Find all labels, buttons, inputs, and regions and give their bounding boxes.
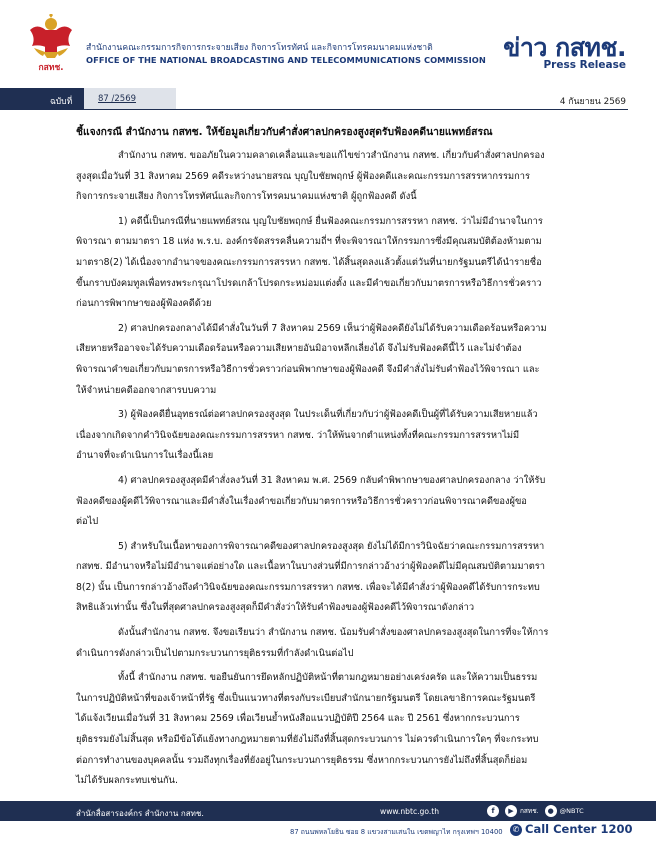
paragraph-line: ดำเนินการดังกล่าวเป็นไปตามกระบวนการยุติธรรมที่กำลังดำเนินต่อไป: [76, 647, 354, 659]
issue-date: 4 กันยายน 2569: [559, 97, 626, 107]
footer-office: สำนักสื่อสารองค์กร สำนักงาน กสทช.: [76, 809, 204, 818]
article-paragraph: [76, 471, 582, 533]
phone-icon: ✆: [510, 824, 522, 836]
logo-text: กสทช.: [38, 63, 64, 73]
paragraph-line: พิจารณาคำขอเกี่ยวกับมาตรการหรือวิธีการชั่วคราวก่อนพิพากษาของผู้ฟ้องคดี จึงมีคำสั่งไม่รับคำฟ้องไว้พิจารณา และ: [76, 363, 540, 375]
paragraph-line: กิจการกระจายเสียง กิจการโทรทัศน์และกิจการโทรคมนาคมแห่งชาติ ผู้ถูกฟ้องคดี ดังนี้: [76, 191, 417, 203]
article-paragraphs: [76, 146, 582, 792]
facebook-icon[interactable]: f: [487, 805, 499, 817]
article-paragraph: [76, 212, 582, 315]
paragraph-line: ต่อไป: [76, 516, 99, 528]
paragraph-line: ขึ้นกราบบังคมทูลเพื่อทรงพระกรุณาโปรดเกล้าโปรดกระหม่อมแต่งตั้ง และมีคำขอเกี่ยวกับมาตรการหรือวิธีการชั่วคราว: [76, 277, 542, 289]
article-paragraph: [76, 623, 582, 664]
org-name-english: OFFICE OF THE NATIONAL BROADCASTING AND TELECOMMUNICATIONS COMMISSION: [86, 55, 486, 65]
paragraph-line: ฟ้องคดีของผู้คดีไว้พิจารณาและมีคำสั่งในเรื่องคำขอเกี่ยวกับมาตรการหรือวิธีการชั่วคราวก่อนพิจารณาคดีของผู้ขอ: [76, 495, 527, 507]
footer-address: 87 ถนนพหลโยธิน ซอย 8 แขวงสามเสนใน เขตพญาไท กรุงเทพฯ 10400: [290, 828, 503, 836]
article-paragraph: [76, 668, 582, 792]
article-paragraph: [76, 537, 582, 619]
paragraph-line: ไม่ได้รับผลกระทบเช่นกัน.: [76, 775, 178, 787]
paragraph-line: กสทช. มีอำนาจหรือไม่มีอำนาจแต่อย่างใด และเนื้อหาในบางส่วนที่มีการกล่าวอ้างว่าผู้ฟ้องคดีไม่มีคุณสมบัติตามมาตรา: [76, 561, 545, 573]
paragraph-line: ดังนั้นสำนักงาน กสทช. จึงขอเรียนว่า สำนักงาน กสทช. น้อมรับคำสั่งของศาลปกครองสูงสุดในการที่จะให้การ: [118, 627, 549, 639]
news-title: ข่าว กสทช.: [503, 33, 626, 62]
paragraph-line: อำนาจที่จะดำเนินการในเรื่องนี้เลย: [76, 450, 214, 462]
press-release-label: Press Release: [543, 59, 626, 71]
social-icons: [487, 805, 584, 817]
youtube-icon[interactable]: ▶: [505, 805, 517, 817]
paragraph-line: 2) ศาลปกครองกลางได้มีคำสั่งในวันที่ 7 สิงหาคม 2569 เห็นว่าผู้ฟ้องคดียังไม่ได้รับความเดือดร้อนหรือความ: [118, 322, 547, 334]
paragraph-line: พิจารณา ตามมาตรา 18 แห่ง พ.ร.บ. องค์กรจัดสรรคลื่นความถี่ฯ ที่จะพิจารณาให้กรรมการซึ่งมีคุณสมบัติต้องห้ามตาม: [76, 236, 542, 248]
issue-number: 87 /2569: [98, 94, 137, 104]
line-icon[interactable]: ●: [545, 805, 557, 817]
paragraph-line: เนื่องจากเกิดจากคำวินิจฉัยของคณะกรรมการสรรหา กสทช. ว่าให้พ้นจากตำแหน่งทั้งที่คณะกรรมการสรรหาไม่มี: [76, 429, 520, 441]
paragraph-line: สิทธิแล้วเท่านั้น ซึ่งในที่สุดศาลปกครองสูงสุดก็มีคำสั่งว่าให้รับคำฟ้องของผู้ฟ้องคดีไว้พิจารณาดังกล่าว: [76, 602, 475, 614]
paragraph-line: ยุติธรรมยังไม่สิ้นสุด หรือมีข้อโต้แย้งทางกฎหมายตามที่ยังไม่ถึงที่สิ้นสุดกระบวนการ ไม่ควรดำเนินการใดๆ ที่จะกระทบ: [76, 734, 539, 746]
paragraph-line: เสียหายหรืออาจจะได้รับความเดือดร้อนหรือความเสียหายอันมิอาจหลีกเลี่ยงได้ จึงไม่รับฟ้องคดีนี้ไว้ และไม่จำต้อง: [76, 343, 522, 355]
paragraph-line: สูงสุดเมื่อวันที่ 31 สิงหาคม 2569 คดีระหว่างนายสรณ บุญใบชัยพฤกษ์ ผู้ฟ้องคดีและคณะกรรมการสรรหากรรมการ: [76, 170, 530, 182]
issue-label: ฉบับที่: [50, 97, 73, 107]
article-paragraph: [76, 146, 582, 208]
paragraph-line: 1) คดีนี้เป็นกรณีที่นายแพทย์สรณ บุญใบชัยพฤกษ์ ยื่นฟ้องคณะกรรมการสรรหา กสทช. ว่าไม่มีอำนาจในการ: [118, 215, 543, 227]
paragraph-line: 8(2) นั้น เป็นการกล่าวอ้างถึงคำวินิจฉัยของคณะกรรมการสรรหา กสทช. เพื่อจะได้มีคำสั่งว่าผู้ฟ้องคดีได้รับการกระทบ: [76, 581, 540, 593]
paragraph-line: 4) ศาลปกครองสูงสุดมีคำสั่งลงวันที่ 31 สิงหาคม พ.ศ. 2569 กลับคำพิพากษาของศาลปกครองกลาง ว่าให้รับ: [118, 474, 546, 486]
issue-bar: [0, 88, 656, 110]
article-paragraph: [76, 405, 582, 467]
paragraph-line: ให้จำหน่ายคดีออกจากสารบบความ: [76, 384, 217, 396]
issue-number-box: [84, 88, 176, 110]
footer-website[interactable]: www.nbtc.go.th: [380, 807, 440, 816]
social-label-1: กสทช.: [520, 807, 539, 815]
call-center[interactable]: Call Center 1200: [525, 822, 633, 836]
footer-bar: [0, 801, 656, 821]
paragraph-line: มาตรา8(2) ได้เนื่องจากอำนาจของคณะกรรมการสรรหา กสทช. ได้สิ้นสุดลงแล้วตั้งแต่วันที่นายกรัฐมนตรีได้นำรายชื่อ: [76, 256, 542, 268]
article-headline: ชี้แจงกรณี สำนักงาน กสทช. ให้ข้อมูลเกี่ยวกับคำสั่งศาลปกครองสูงสุดรับฟ้องคดีนายแพทย์สรณ: [76, 126, 493, 138]
article-paragraph: [76, 319, 582, 401]
paragraph-line: ในการปฏิบัติหน้าที่ของเจ้าหน้าที่รัฐ ซึ่งเป็นแนวทางที่ตรงกับระเบียบสำนักนายกรัฐมนตรี โดยเลขาธิการคณะรัฐมนตรี: [76, 692, 536, 704]
paragraph-line: สำนักงาน กสทช. ขออภัยในความคลาดเคลื่อนและขอแก้ไขข่าวสำนักงาน กสทช. เกี่ยวกับคำสั่งศาลปกครอง: [118, 150, 545, 161]
paragraph-line: ทั้งนี้ สำนักงาน กสทช. ขอยืนยันการยึดหลักปฏิบัติหน้าที่ตามกฎหมายอย่างเคร่งครัด และให้ความเป็นธรรม: [118, 672, 538, 684]
issue-label-block: [0, 88, 84, 110]
paragraph-line: 3) ผู้ฟ้องคดียื่นอุทธรณ์ต่อศาลปกครองสูงสุด ในประเด็นที่เกี่ยวกับว่าผู้ฟ้องคดีเป็นผู้ที่ได้รับความเสียหายแล้ว: [118, 409, 538, 421]
article-body: [76, 124, 582, 792]
issue-divider: [176, 109, 628, 110]
header: [0, 0, 656, 84]
social-label-2: @NBTC: [559, 807, 584, 815]
paragraph-line: ได้แจ้งเวียนเมื่อวันที่ 31 สิงหาคม 2569 เพื่อเวียนย้ำหนังสือแนวปฏิบัติปี 2564 และ ปี 2561 ซึ่งหากกระบวนการ: [76, 713, 520, 725]
garuda-emblem-icon: [26, 14, 76, 76]
paragraph-line: ก่อนการพิพากษาของผู้ฟ้องคดีด้วย: [76, 298, 212, 310]
paragraph-line: 5) สำหรับในเนื้อหาของการพิจารณาคดีของศาลปกครองสูงสุด ยังไม่ได้มีการวินิจฉัยว่าคณะกรรมการสรรหา: [118, 540, 545, 552]
org-name-thai: สำนักงานคณะกรรมการกิจการกระจายเสียง กิจการโทรทัศน์ และกิจการโทรคมนาคมแห่งชาติ: [86, 43, 433, 53]
paragraph-line: ต่อการทำงานของบุคคลนั้น รวมถึงทุกเรื่องที่ยังอยู่ในกระบวนการยุติธรรม ซึ่งหากกระบวนการยังไม่ถึงที่สิ้นสุดก็ย่อม: [76, 754, 528, 766]
